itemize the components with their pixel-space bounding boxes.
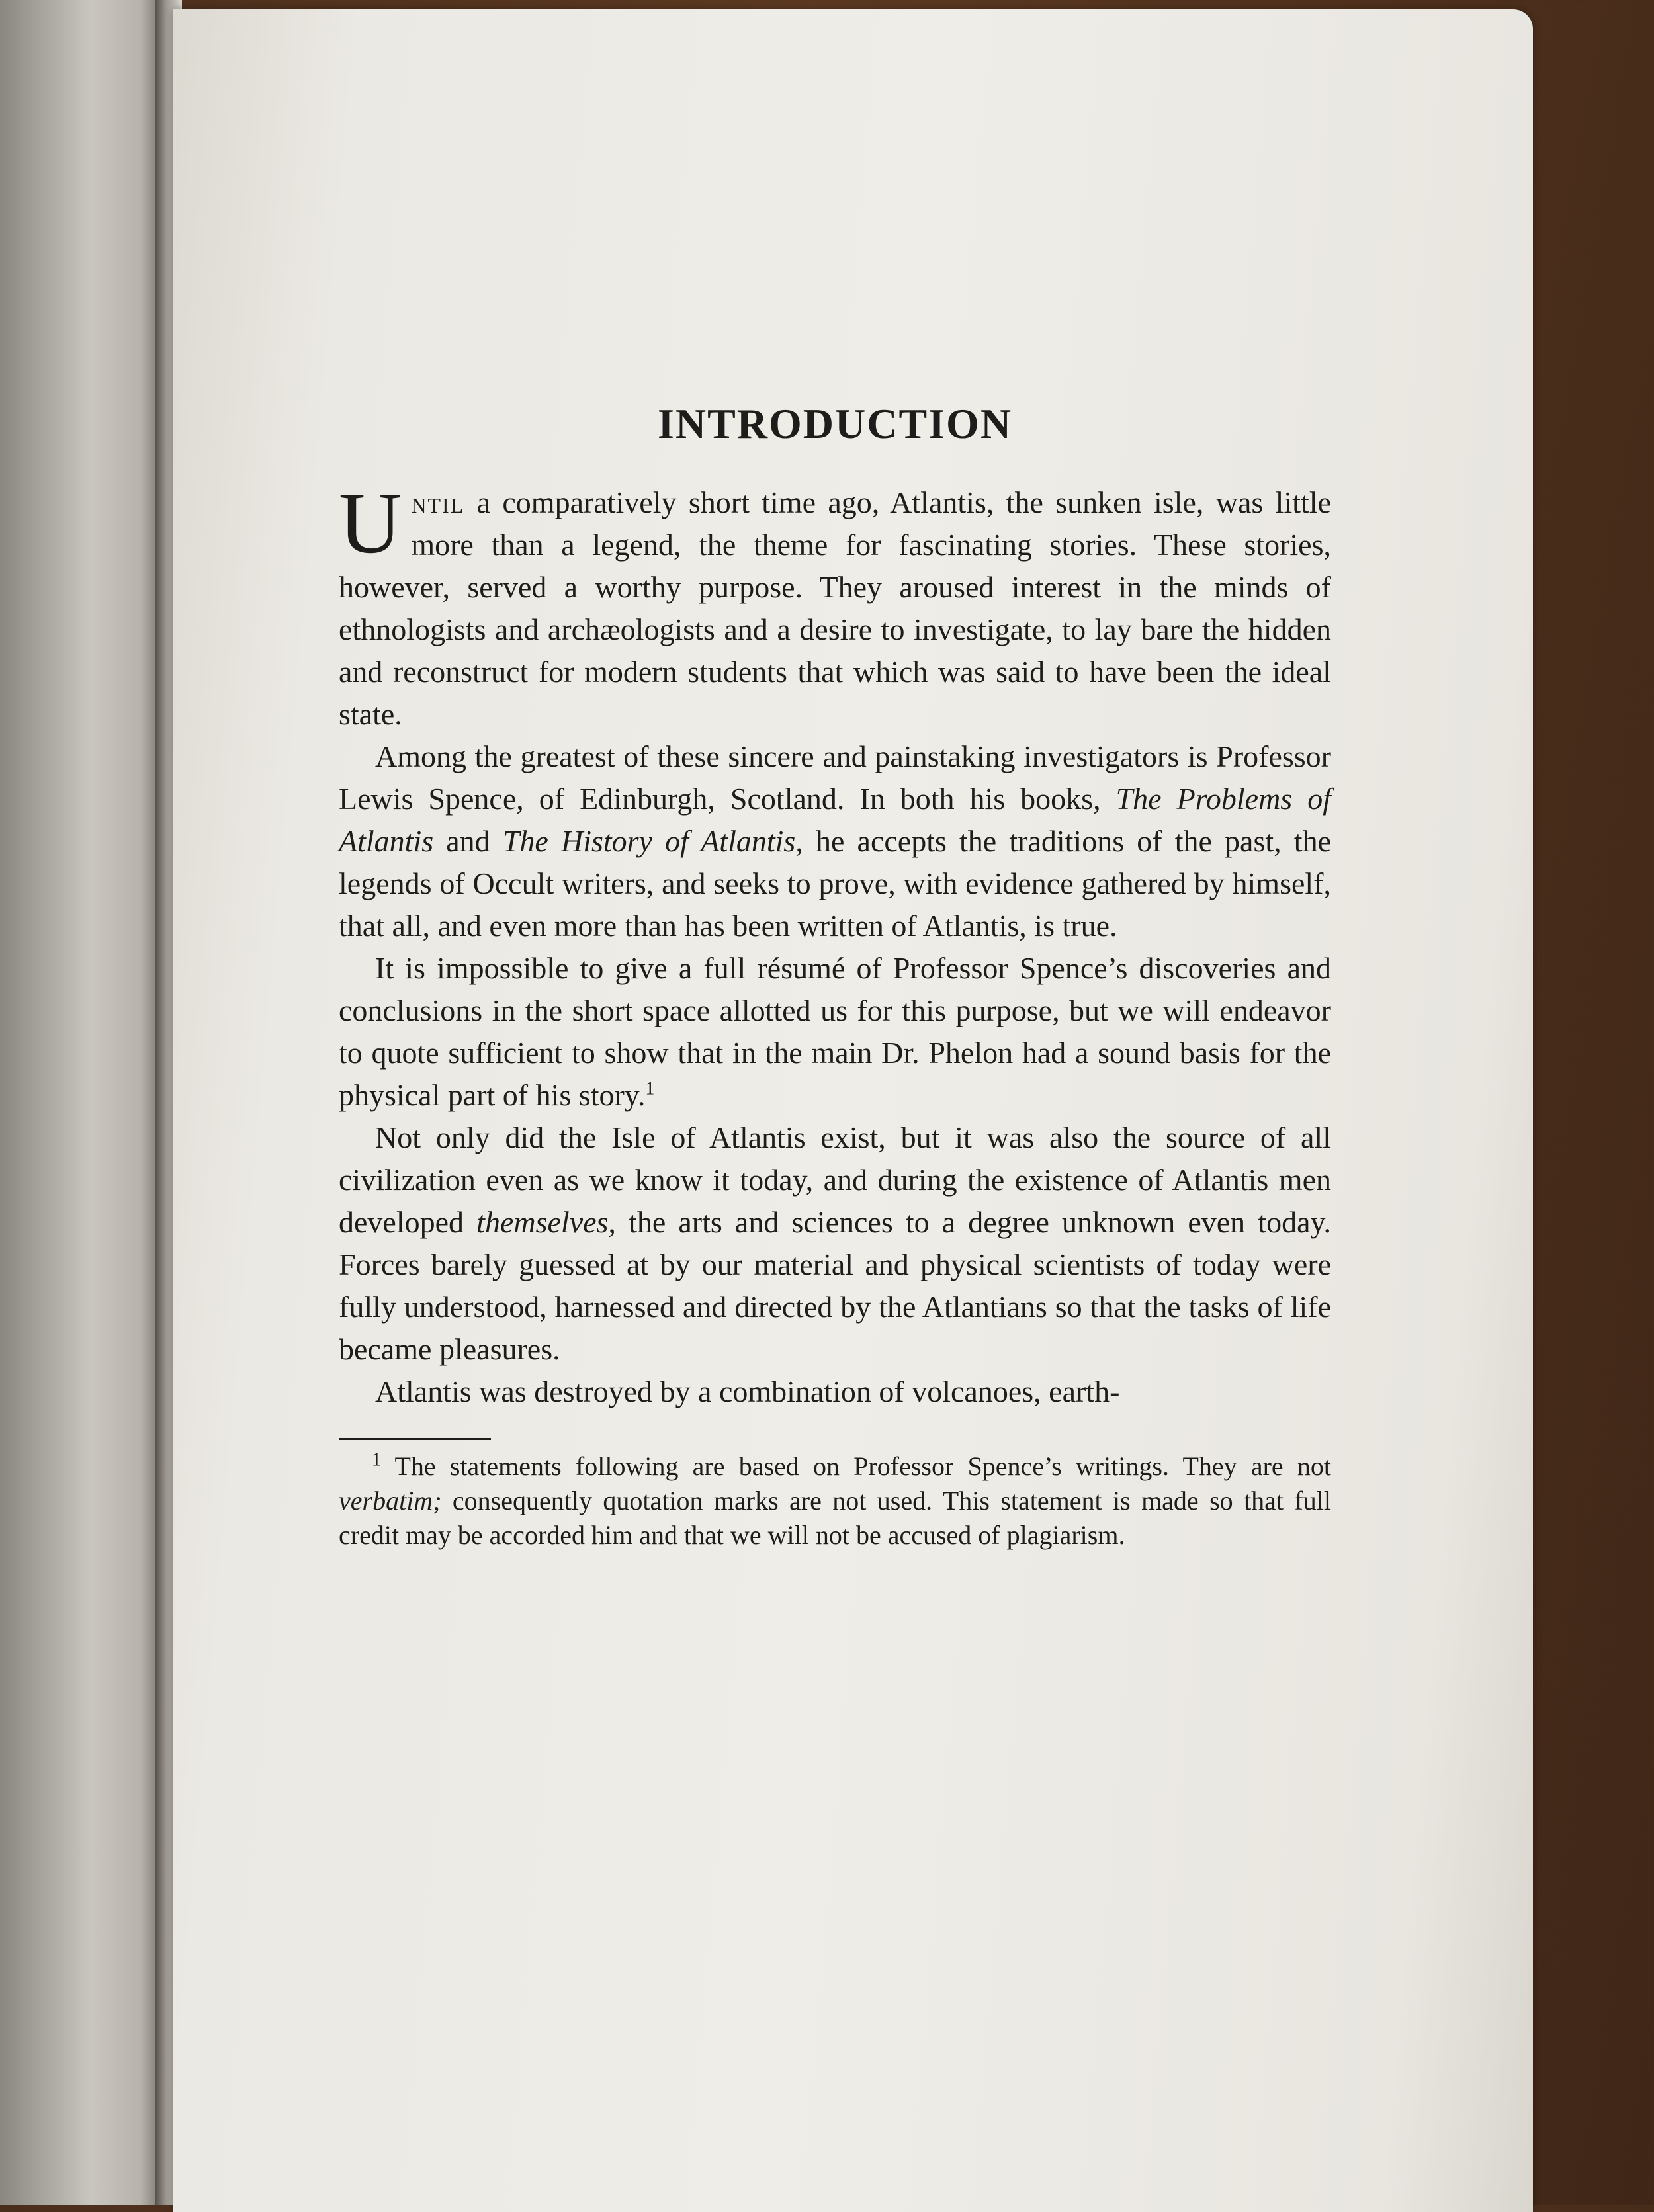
paragraph-2-text-1: Among the greatest of these sincere and painstaking investigators is Professor Lewis Spence, of Edinburgh, Scotland. In both his books, — [339, 740, 1331, 816]
footnote-text-1: The statements following are based on Professor Spence’s writings. They are not — [381, 1451, 1331, 1481]
footnote-rule — [339, 1438, 491, 1440]
book-title-2: The History of Atlantis, — [502, 824, 803, 858]
footnote-text-2: consequently quotation marks are not used. This statement is made so that full credit may be accorded him and that we will not be accused of plagiarism. — [339, 1486, 1331, 1550]
drop-cap: U — [339, 474, 402, 572]
paragraph-4-text-2: the arts and sciences to a degree unknown even today. Forces barely guessed at by our material and physical scientists of today were fully understood, harnessed and directed by the Atlantians so that the tasks of life became pleasures. — [339, 1205, 1332, 1366]
paragraph-3-text: It is impossible to give a full résumé of Professor Spence’s discoveries and conclusions in the short space allotted us for this purpose, but we will endeavor to quote sufficient to show that in the main Dr. Phelon had a sound basis for the physical part of his story. — [339, 951, 1331, 1112]
paragraph-4 — [339, 1117, 1331, 1371]
paragraph-4-emphasis: themselves, — [476, 1205, 616, 1239]
paragraph-5 — [339, 1371, 1331, 1413]
book-title-1: The Problems of Atlantis — [339, 782, 1331, 858]
paragraph-4-text-1: Not only did the Isle of Atlantis exist, but it was also the source of all civilization even as we know it today, and during the existence of Atlantis men developed — [339, 1121, 1331, 1239]
paragraph-1-smallcaps: ntil — [411, 486, 465, 519]
book-page — [173, 9, 1533, 2212]
previous-page-edge — [0, 0, 165, 2205]
paragraph-1-text: a comparatively short time ago, Atlantis, the sunken isle, was little more than a legend, the theme for fascinating stories. These stories, however, served a worthy purpose. They aroused interest in the minds of ethnologists and archæologists and a desire to investigate, to lay bare the hidden and reconstruct for modern students that which was said to have been the ideal state. — [339, 486, 1331, 731]
paragraph-5-text: Atlantis was destroyed by a combination of volcanoes, earth- — [375, 1375, 1120, 1408]
footnote-reference: 1 — [645, 1078, 655, 1099]
chapter-title: INTRODUCTION — [657, 400, 1013, 447]
footnote-emphasis: verbatim; — [339, 1486, 442, 1515]
footnote — [339, 1449, 1331, 1553]
page-content — [339, 400, 1331, 1553]
paragraph-2-text-3: he accepts the traditions of the past, the legends of Occult writers, and seeks to prove, with evidence gathered by himself, that all, and even more than has been written of Atlantis, is true. — [339, 824, 1331, 943]
paragraph-1 — [339, 474, 1331, 736]
paragraph-2-text-2: and — [433, 824, 503, 858]
paragraph-2 — [339, 736, 1331, 947]
paragraph-3 — [339, 947, 1331, 1117]
footnote-mark: 1 — [372, 1449, 381, 1470]
